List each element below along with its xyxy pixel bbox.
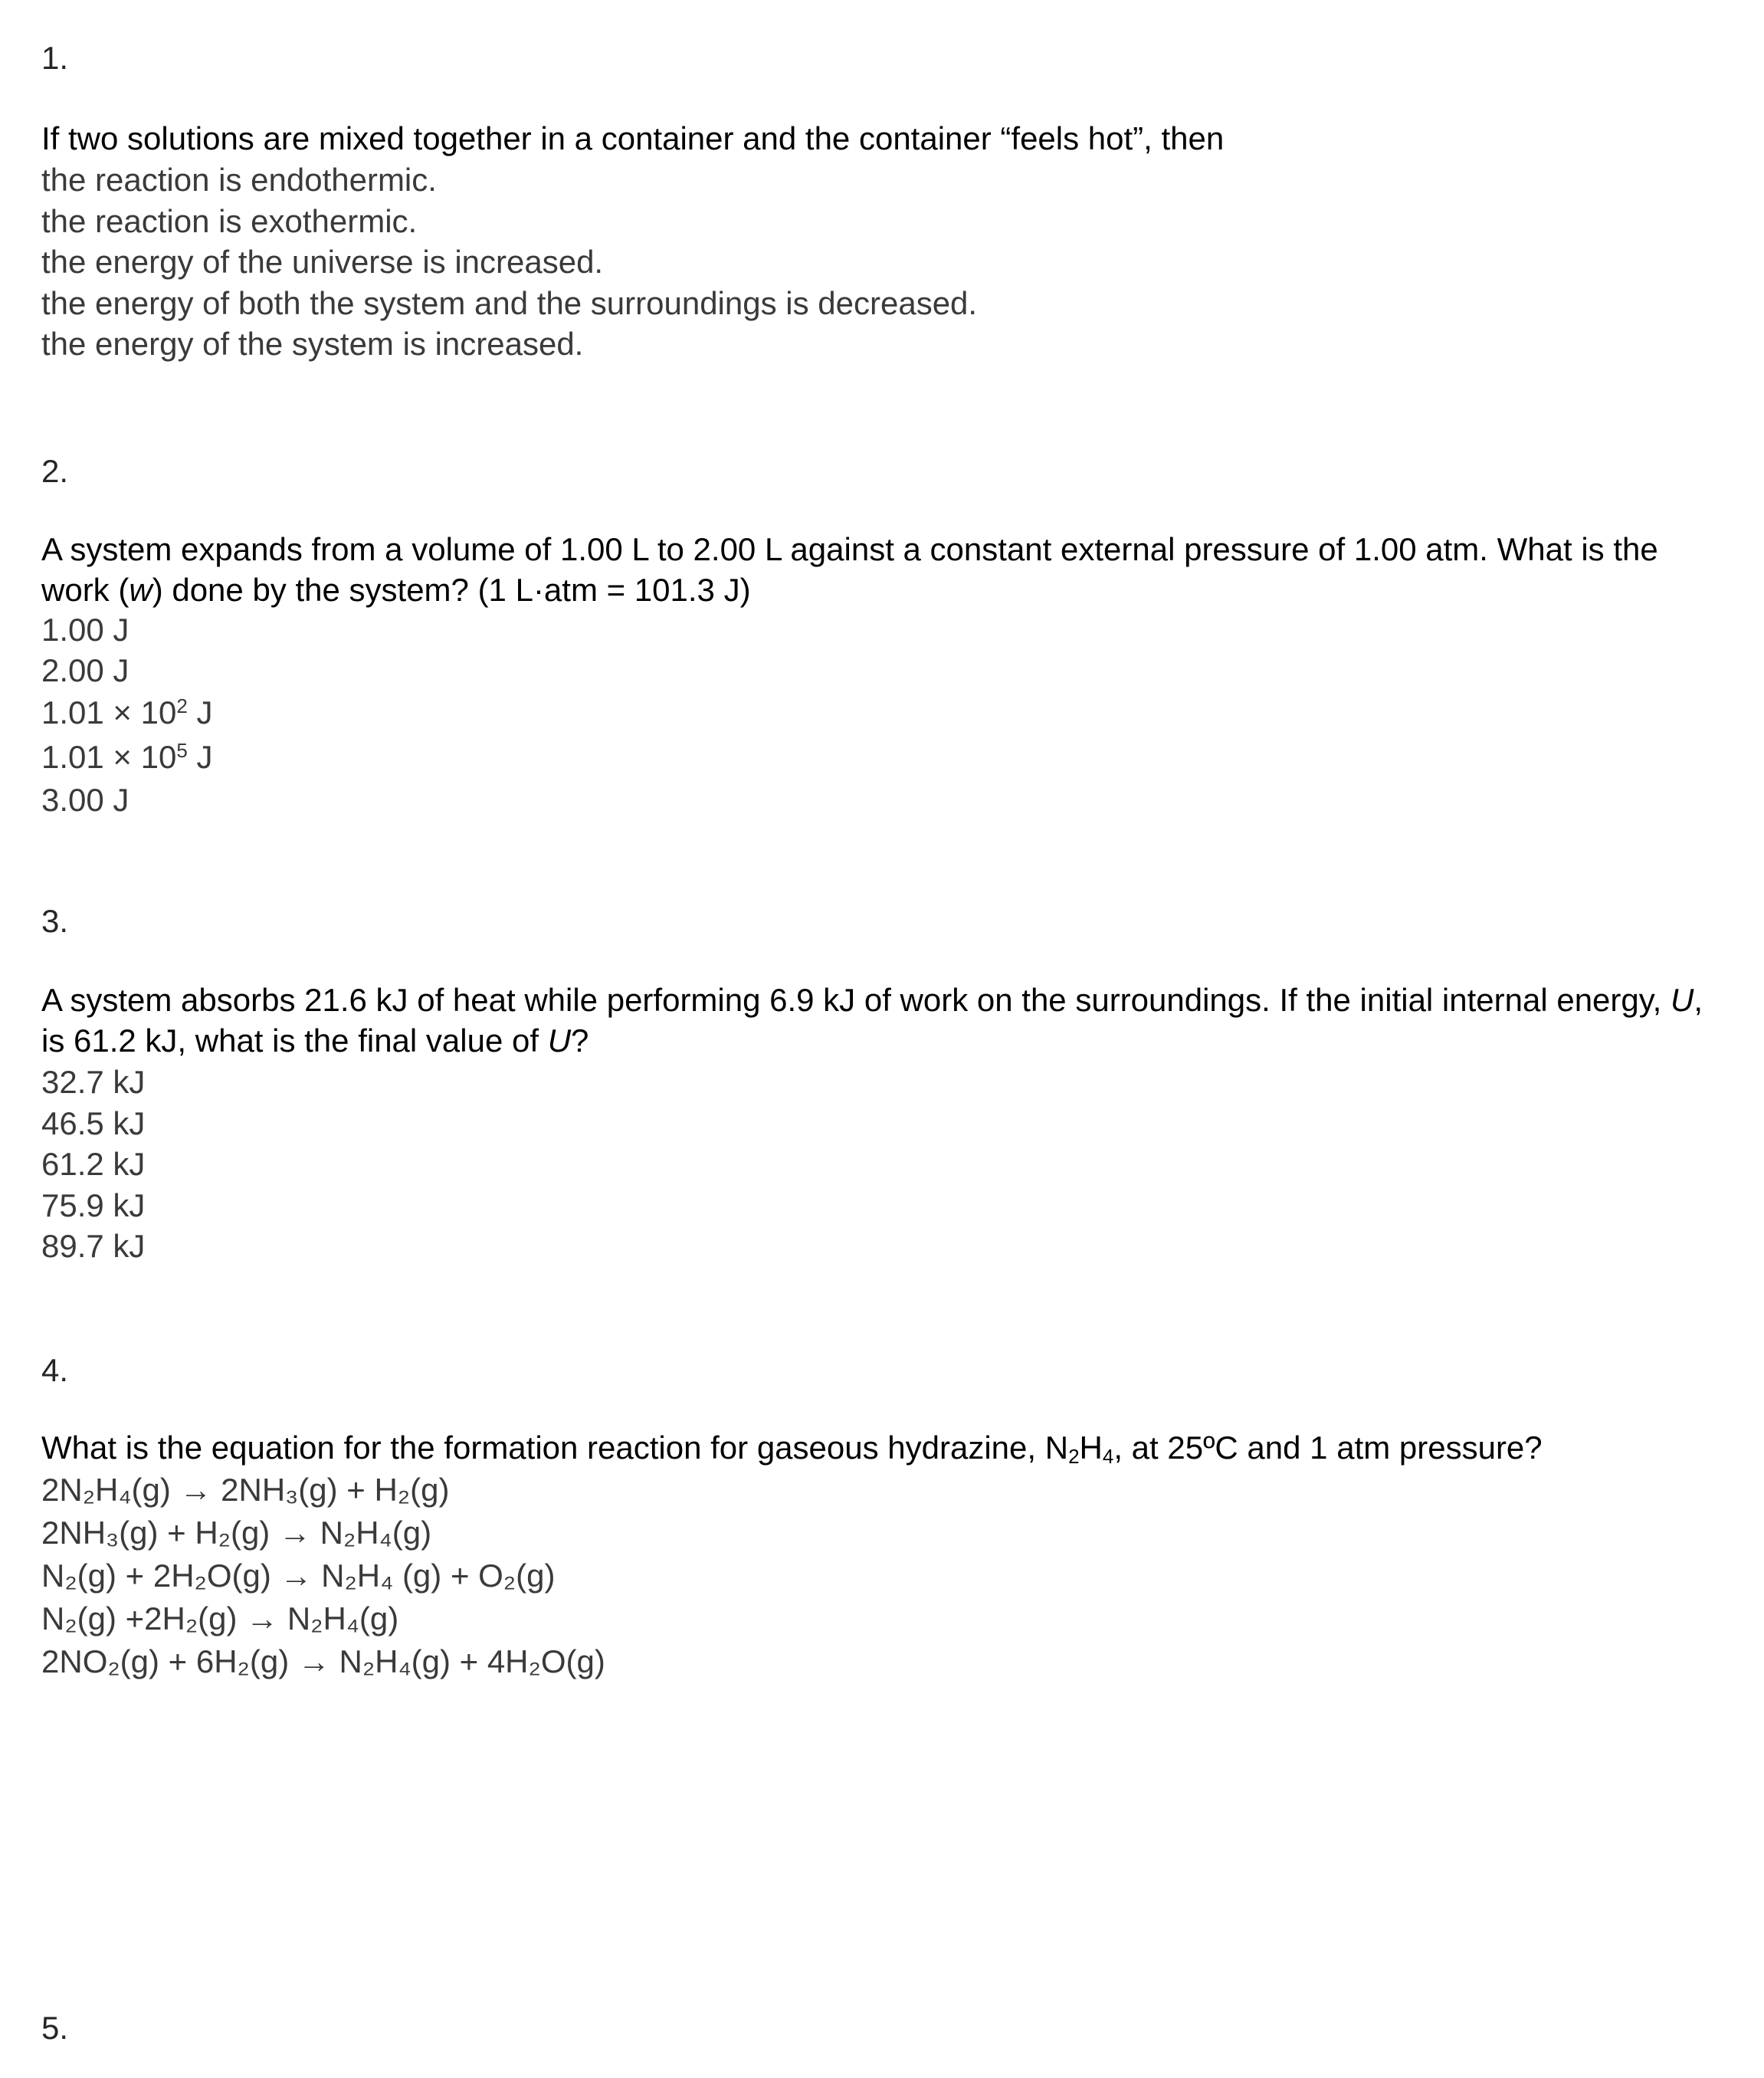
question-2-options	[41, 609, 212, 820]
question-1-option-4: the energy of both the system and the surroundings is decreased.	[41, 284, 978, 321]
question-3-option-2: 46.5 kJ	[41, 1105, 146, 1141]
question-1-option-2: the reaction is exothermic.	[41, 202, 418, 239]
question-2-prompt-part-2: ) done by the system? (1 L·atm = 101.3 J)	[152, 572, 751, 608]
question-4-option-5: 2NO₂(g) + 6H₂(g) → N₂H₄(g) + 4H₂O(g)	[41, 1643, 605, 1679]
question-3-option-4: 75.9 kJ	[41, 1187, 146, 1223]
question-3-prompt	[41, 980, 1727, 1061]
question-1-option-5: the energy of the system is increased.	[41, 326, 584, 362]
question-4-options	[41, 1469, 605, 1683]
question-2-option-3-exponent: 2	[176, 694, 188, 717]
question-2-option-4-exponent: 5	[176, 739, 188, 762]
question-2-prompt-part-1: A system expands from a volume of 1.00 L to 2.00 L against a constant external pressure of 1.00 atm. What is the work (	[41, 531, 1658, 608]
question-3-energy-symbol: U	[1670, 982, 1694, 1018]
question-3-prompt-part-2: , is 61.2 kJ, what is the final value of	[41, 982, 1703, 1059]
question-4-subscript-4: 4	[1102, 1445, 1114, 1468]
question-2-option-1: 1.00 J	[41, 612, 130, 648]
question-3-number: 3.	[41, 903, 69, 939]
question-4-prompt-part-1: What is the equation for the formation reaction for gaseous hydrazine, N	[41, 1430, 1069, 1466]
question-2-option-2: 2.00 J	[41, 652, 130, 688]
question-2-option-3	[41, 691, 212, 735]
question-2-option-3-base: 1.01 × 10	[41, 694, 177, 730]
question-2-option-4-base: 1.01 × 10	[41, 739, 177, 775]
question-1-number: 1.	[41, 40, 69, 76]
question-4-option-2: 2NH₃(g) + H₂(g) → N₂H₄(g)	[41, 1515, 432, 1551]
question-1-option-3: the energy of the universe is increased.	[41, 244, 604, 280]
question-4-option-1: 2N₂H₄(g) → 2NH₃(g) + H₂(g)	[41, 1472, 450, 1508]
question-2-option-4	[41, 735, 212, 780]
question-1-option-1: the reaction is endothermic.	[41, 162, 437, 198]
question-5-number: 5.	[41, 2010, 69, 2046]
question-1-prompt: If two solutions are mixed together in a container and the container “feels hot”, then	[41, 120, 1225, 156]
question-4-prompt	[41, 1427, 1727, 1468]
question-2-option-4-unit: J	[187, 739, 213, 775]
question-3-option-1: 32.7 kJ	[41, 1064, 146, 1100]
question-3-prompt-part-3: ?	[571, 1023, 589, 1059]
question-2-prompt	[41, 529, 1727, 610]
question-4-number: 4.	[41, 1352, 69, 1388]
question-3-options	[41, 1062, 145, 1267]
question-2-option-3-unit: J	[187, 694, 213, 730]
question-4-subscript-2: 2	[1068, 1445, 1080, 1468]
question-2-work-symbol: w	[129, 572, 152, 608]
question-2-number: 2.	[41, 453, 69, 489]
question-4-prompt-part-2: H	[1079, 1430, 1103, 1466]
question-1-options	[41, 159, 977, 365]
question-2-option-5: 3.00 J	[41, 782, 130, 818]
question-3-option-3: 61.2 kJ	[41, 1146, 146, 1182]
question-4-option-4: N₂(g) +2H₂(g) → N₂H₄(g)	[41, 1600, 399, 1636]
question-3-option-5: 89.7 kJ	[41, 1228, 146, 1264]
question-4-prompt-part-3: , at 25ºC and 1 atm pressure?	[1113, 1430, 1543, 1466]
question-3-energy-symbol-2: U	[547, 1023, 572, 1059]
question-3-prompt-part-1: A system absorbs 21.6 kJ of heat while performing 6.9 kJ of work on the surroundings. If the initial internal energy,	[41, 982, 1671, 1018]
question-4-option-3: N₂(g) + 2H₂O(g) → N₂H₄ (g) + O₂(g)	[41, 1558, 556, 1594]
